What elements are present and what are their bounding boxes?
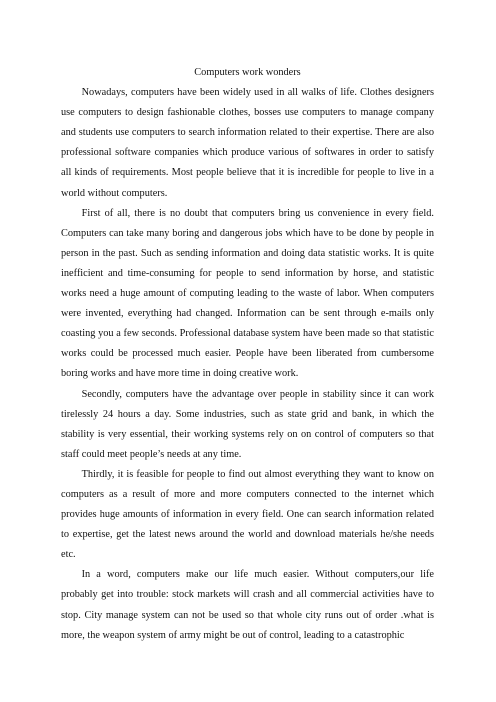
document-body [61,63,434,646]
document-title: Computers work wonders [194,67,301,78]
paragraph-stability: Secondly, computers have the advantage over people in stability since it can work tirelessly 24 hours a day. Some industries, such as state grid and bank, in which the stability is very essential, their working systems rely on on control of computers so that staff could meet people’s needs at any time. [61,388,434,460]
paragraph-convenience: First of all, there is no doubt that computers bring us convenience in every field. Computers can take many boring and dangerous jobs which have to be done by people in person in the past. Such as sending information and doing data statistic works. It is quite inefficient and time-consuming for people to send information by horse, and statistic works need a huge amount of computing leading to the waste of labor. When computers were invented, everything had changed. Information can be sent through e-mails only coasting you a few seconds. Professional database system have been made so that statistic works could be processed much easier. People have been liberated from cumbersome boring works and have more time in doing creative work. [61,207,434,380]
paragraph-intro: Nowadays, computers have been widely used in all walks of life. Clothes designers use computers to design fashionable clothes, bosses use computers to manage company and students use computers to search information related to their expertise. There are also professional software companies which produce various of softwares in order to satisfy all kinds of requirements. Most people believe that it is incredible for people to live in a world without computers. [61,87,434,199]
paragraph-conclusion: In a word, computers make our life much easier. Without computers,our life probably get into trouble: stock markets will crash and all commercial activities have to stop. City manage system can not be used so that whole city runs out of order .what is more, the weapon system of army might be out of control, leading to a catastrophic [61,569,434,641]
paragraph-information: Thirdly, it is feasible for people to find out almost everything they want to know on computers as a result of more and more computers connected to the internet which provides huge amounts of information in every field. One can search information related to expertise, get the latest news around the world and download materials he/she needs etc. [61,468,434,561]
